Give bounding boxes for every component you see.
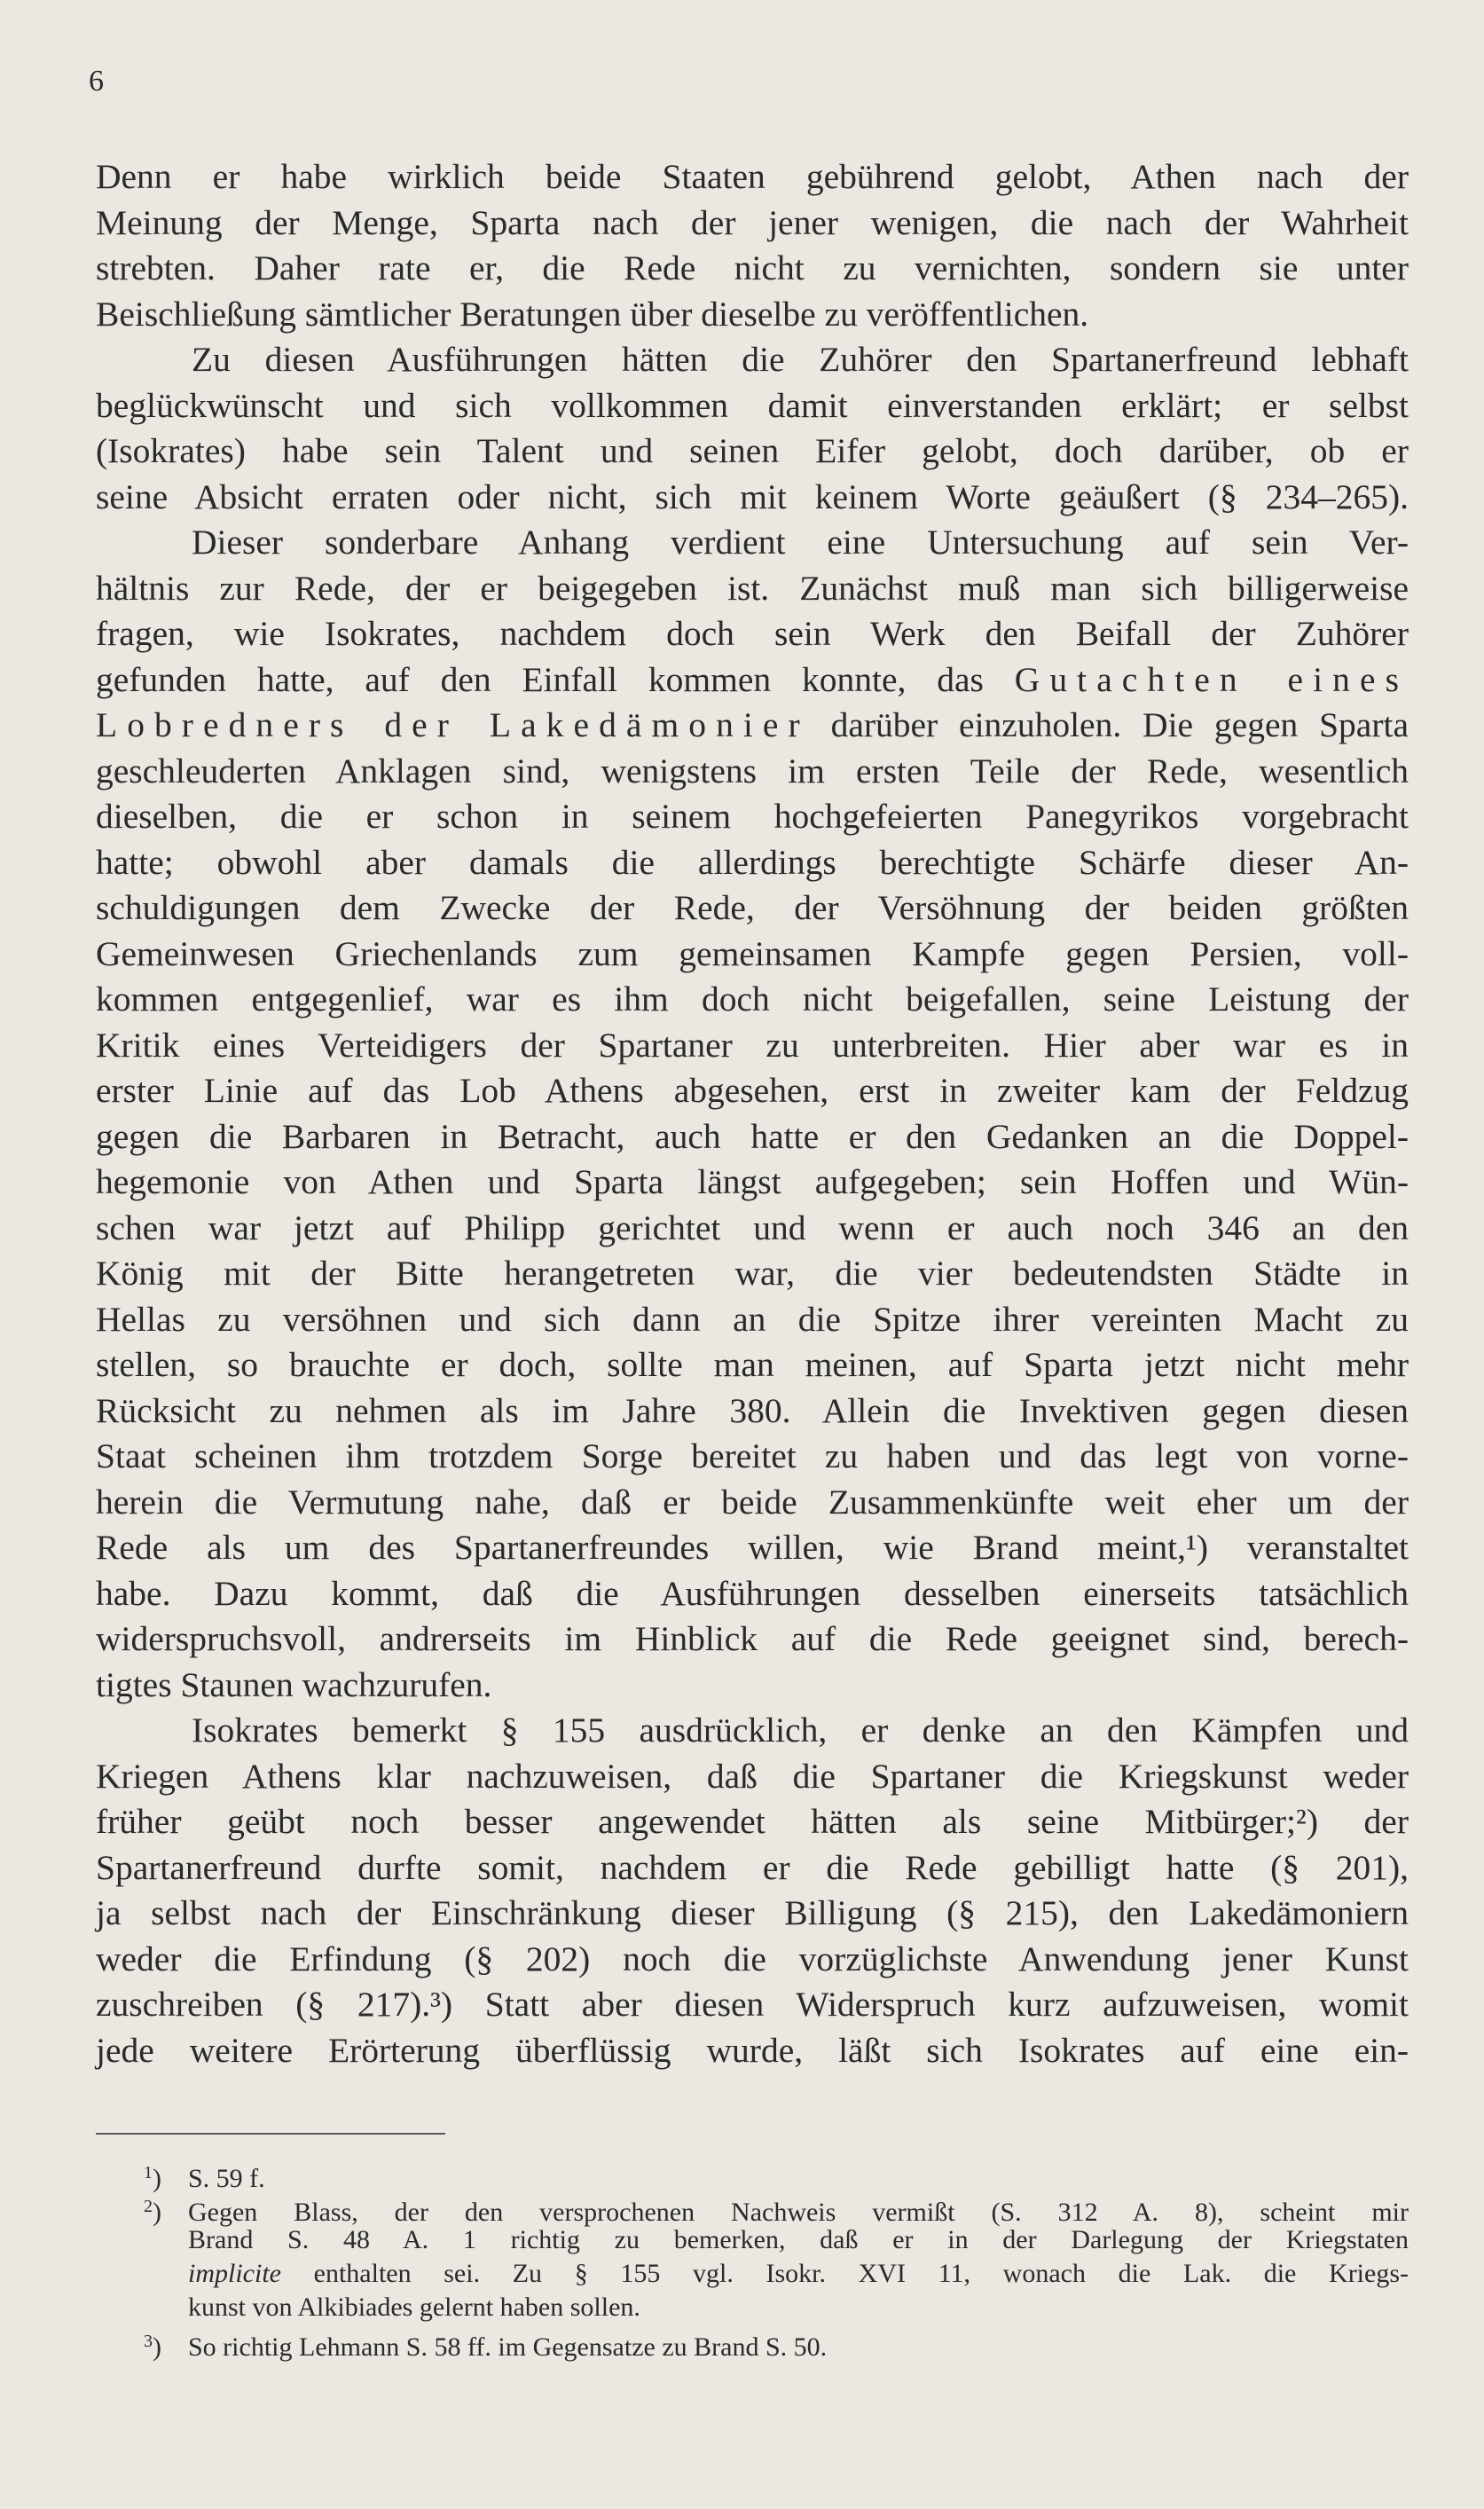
text-line: beglückwünscht und sich vollkommen damit einverstanden erklärt; er selbst (96, 385, 1409, 425)
text-line: Kriegen Athens klar nachzuweisen, daß die Spartaner die Kriegskunst weder (96, 1756, 1409, 1796)
footnote-marker: $^2$) (144, 2197, 161, 2227)
text-line: Spartanerfreund durfte somit, nachdem er die Rede gebilligt hatte (§ 201), (96, 1847, 1409, 1887)
text-line: tigtes Staunen wachzurufen. (96, 1664, 492, 1704)
text-line: Denn er habe wirklich beide Staaten gebührend gelobt, Athen nach der (96, 157, 1409, 196)
footnote-marker: $^3$) (144, 2332, 161, 2362)
footnote-text: enthalten sei. Zu § 155 vgl. Isokr. XVI 11, wonach die Lak. die Kriegs- (313, 2259, 1409, 2288)
text-line: geschleuderten Anklagen sind, wenigstens im ersten Teile der Rede, wesentlich (96, 751, 1409, 790)
main-text (96, 154, 1409, 2073)
text-line: (Isokrates) habe sein Talent und seinen Eifer gelobt, doch darüber, ob er (96, 431, 1409, 470)
text-line: König mit der Bitte herangetreten war, die vier bedeutendsten Städte in (96, 1254, 1409, 1293)
text-line: strebten. Daher rate er, die Rede nicht zu vernichten, sondern sie unter (96, 248, 1409, 287)
text-line: stellen, so brauchte er doch, sollte man meinen, auf Sparta jetzt nicht mehr (96, 1345, 1409, 1384)
text-line: dieselben, die er schon in seinem hochgefeierten Panegyrikos vorgebracht (96, 797, 1409, 836)
spaced-phrase: Gutachten eines (1014, 659, 1409, 699)
footnote-2-line: kunst von Alkibiades gelernt haben sollen. (188, 2293, 640, 2322)
text-fragment: darüber einzuholen. Die gegen Sparta (830, 705, 1409, 744)
text-line: hatte; obwohl aber damals die allerdings berechtigte Schärfe dieser An- (96, 842, 1409, 882)
text-line: Isokrates bemerkt § 155 ausdrücklich, er denke an den Kämpfen und (192, 1711, 1409, 1750)
text-line: schuldigungen dem Zwecke der Rede, der Versöhnung der beiden größten (96, 888, 1409, 927)
text-line: widerspruchsvoll, andrerseits im Hinblick auf die Rede geeignet sind, berech- (96, 1619, 1409, 1658)
footnote-2 (96, 2190, 1409, 2227)
text-line: Hellas zu versöhnen und sich dann an die Spitze ihrer vereinten Macht zu (96, 1299, 1409, 1339)
text-line: Kritik eines Verteidigers der Spartaner zu unterbreiten. Hier aber war es in (96, 1025, 1409, 1065)
footnote-2-line: Brand S. 48 A. 1 richtig zu bemerken, daß er in der Darlegung der Kriegstaten (188, 2225, 1409, 2254)
italic-term: implicite (188, 2259, 281, 2288)
text-line: ja selbst nach der Einschränkung dieser Billigung (§ 215), den Lakedämoniern (96, 1893, 1409, 1932)
text-line: jede weitere Erörterung überflüssig wurde, läßt sich Isokrates auf eine ein- (96, 2030, 1409, 2070)
footnote-marker: $^1$) (144, 2163, 161, 2193)
text-line-with-spaced (96, 703, 1409, 749)
text-line: hältnis zur Rede, der er beigegeben ist. Zunächst muß man sich billigerweise (96, 568, 1409, 608)
text-line: habe. Dazu kommt, daß die Ausführungen desselben einerseits tatsächlich (96, 1573, 1409, 1613)
text-line: weder die Erfindung (§ 202) noch die vorzüglichste Anwendung jener Kunst (96, 1939, 1409, 1978)
text-line: Staat scheinen ihm trotzdem Sorge bereitet zu haben und das legt von vorne- (96, 1436, 1409, 1475)
text-line: Rede als um des Spartanerfreundes willen, wie Brand meint,¹) veranstaltet (96, 1528, 1409, 1567)
footnotes (96, 2156, 1409, 2362)
text-line: Beischließung sämtlicher Beratungen über dieselbe zu veröffentlichen. (96, 294, 1089, 334)
text-line: kommen entgegenlief, war es ihm doch nicht beigefallen, seine Leistung der (96, 979, 1409, 1019)
footnote-1 (96, 2156, 1409, 2193)
text-line: früher geübt noch besser angewendet hätten als seine Mitbürger;²) der (96, 1802, 1409, 1841)
page-number: 6 (89, 65, 104, 98)
text-line: gegen die Barbaren in Betracht, auch hatte er den Gedanken an die Doppel- (96, 1116, 1409, 1156)
text-line: Zu diesen Ausführungen hätten die Zuhörer den Spartanerfreund lebhaft (192, 340, 1409, 379)
text-fragment: gefunden hatte, auf den Einfall kommen konnte, das (96, 659, 984, 699)
text-line: schen war jetzt auf Philipp gerichtet und wenn er auch noch 346 an den (96, 1207, 1409, 1247)
footnote-3 (96, 2324, 1409, 2362)
text-line: Rücksicht zu nehmen als im Jahre 380. Allein die Invektiven gegen diesen (96, 1390, 1409, 1430)
text-line-with-spaced (96, 657, 1409, 704)
text-line: herein die Vermutung nahe, daß er beide Zusammenkünfte weit eher um der (96, 1482, 1409, 1522)
footnote-2-line (96, 2257, 1409, 2291)
text-line: Gemeinwesen Griechenlands zum gemeinsamen Kampfe gegen Persien, voll- (96, 933, 1409, 973)
text-line: zuschreiben (§ 217).³) Statt aber diesen Widerspruch kurz aufzuweisen, womit (96, 1985, 1409, 2024)
text-line: Dieser sonderbare Anhang verdient eine Untersuchung auf sein Ver- (192, 523, 1409, 562)
text-line: erster Linie auf das Lob Athens abgesehen, erst in zweiter kam der Feldzug (96, 1071, 1409, 1110)
footnote-divider (96, 2133, 445, 2135)
footnote-text: So richtig Lehmann S. 58 ff. im Gegensatze zu Brand S. 50. (188, 2332, 828, 2362)
text-line: hegemonie von Athen und Sparta längst aufgegeben; sein Hoffen und Wün- (96, 1162, 1409, 1201)
spaced-phrase: Lobredners der Lakedämonier (96, 705, 810, 744)
footnote-text: Gegen Blass, der den versprochenen Nachweis vermißt (S. 312 A. 8), scheint mir (188, 2198, 1409, 2227)
text-line: fragen, wie Isokrates, nachdem doch sein Werk den Beifall der Zuhörer (96, 614, 1409, 653)
footnote-text: S. 59 f. (188, 2164, 265, 2193)
text-line: Meinung der Menge, Sparta nach der jener wenigen, die nach der Wahrheit (96, 202, 1409, 242)
text-line: seine Absicht erraten oder nicht, sich mit keinem Worte geäußert (§ 234–265). (96, 476, 1409, 516)
